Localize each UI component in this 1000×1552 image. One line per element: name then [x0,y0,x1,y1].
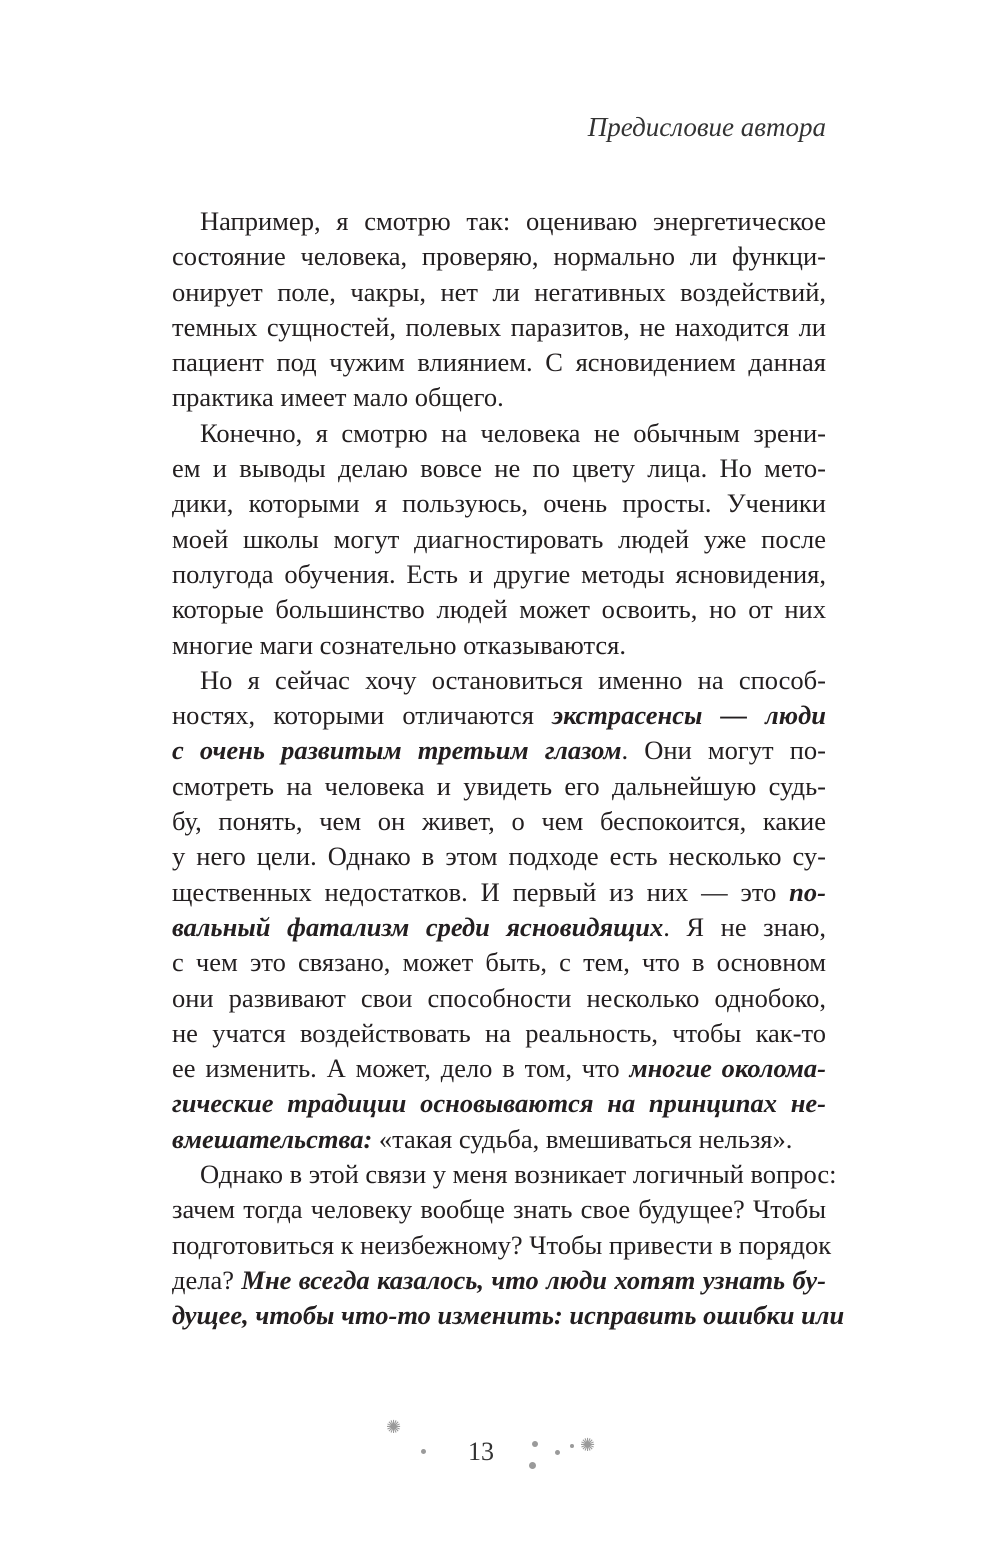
text-line [172,1263,826,1298]
text-line [172,769,826,804]
text-segment: онирует поле, чакры, нет ли негативных воздействий, [172,276,826,307]
text-line [172,910,826,945]
text-line [172,592,826,627]
text-segment: ее изменить. А может, дело в том, что [172,1053,630,1084]
text-line [172,981,826,1016]
text-segment: которые большинство людей может освоить, но от них [172,594,826,625]
dot-ornament-icon [421,1449,426,1454]
text-segment: Конечно, я смотрю на человека не обычным зрени- [200,417,826,448]
text-segment: . Они могут по- [621,735,827,766]
emphasis-text: Мне всегда казалось, что люди хотят узнать бу- [241,1264,827,1295]
text-line [172,1051,826,1086]
text-segment: Но я сейчас хочу остановиться именно на способ- [200,664,826,695]
text-line [172,1086,826,1121]
text-line [172,204,826,239]
emphasis-text: вмешательства: [172,1123,373,1154]
text-line [172,698,826,733]
text-segment: полугода обучения. Есть и другие методы ясновидения, [172,558,826,589]
emphasis-text: дущее, чтобы что-то изменить: исправить ошибки или [172,1300,845,1331]
text-segment: щественных недостатков. И первый из них — это [172,876,790,907]
text-segment: Однако в этой связи у меня возникает логичный вопрос: [200,1159,837,1190]
text-segment: смотреть на человека и увидеть его дальнейшую судь- [172,770,826,801]
text-line [172,875,826,910]
text-line [172,1157,837,1192]
text-segment: зачем тогда человеку вообще знать свое будущее? Чтобы [172,1194,826,1225]
text-line [172,310,826,345]
text-line [172,1192,826,1227]
page-number: 13 [468,1437,494,1466]
text-line [172,380,826,415]
text-line [172,239,826,274]
text-segment: ностях, которыми отличаются [172,700,553,731]
text-line [172,1016,826,1051]
text-segment: ем и выводы делаю вовсе не по цвету лица. Но мето- [172,453,826,484]
text-segment: моей школы могут диагностировать людей уже после [172,523,826,554]
text-segment: состояние человека, проверяю, нормально ли функци- [172,241,826,272]
emphasis-text: вальный фатализм среди ясновидящих [172,911,664,942]
text-line [172,451,826,486]
text-line [172,839,826,874]
text-line [172,945,826,980]
text-segment: не учатся воздействовать на реальность, чтобы как-то [172,1017,826,1048]
body-text [172,204,845,1334]
text-segment: многие маги сознательно отказываются. [172,629,626,660]
dot-ornament-icon [532,1441,538,1447]
dot-ornament-icon [570,1444,574,1448]
dot-ornament-icon [555,1450,560,1455]
text-line [172,1122,826,1157]
text-segment: с чем это связано, может быть, с тем, что в основном [172,947,826,978]
text-line [172,628,826,663]
text-segment: . Я не знаю, [663,911,826,942]
text-segment: подготовиться к неизбежному? Чтобы привести в порядок [172,1229,832,1260]
text-segment: «такая судьба, вмешиваться нельзя». [372,1123,793,1154]
text-line [172,522,826,557]
emphasis-text: по- [789,876,826,907]
text-segment: дела? [172,1264,242,1295]
text-segment: дики, которыми я пользуюсь, очень просты. Ученики [172,488,826,519]
emphasis-text: гические традиции основываются на принципах не- [172,1088,826,1119]
text-line [172,663,826,698]
star-ornament-icon: ✺ [580,1435,596,1455]
text-line [172,1298,845,1333]
text-segment: практика имеет мало общего. [172,382,504,413]
text-line [172,804,826,839]
text-segment: у него цели. Однако в этом подходе есть несколько су- [172,841,826,872]
text-segment: пациент под чужим влиянием. С ясновидением данная [172,347,826,378]
dot-ornament-icon [529,1462,536,1469]
text-line [172,486,826,521]
emphasis-text: экстрасенсы — люди [552,700,826,731]
text-line [172,345,826,380]
text-segment: они развивают свои способности несколько однобоко, [172,982,826,1013]
text-line [172,1228,832,1263]
text-segment: бу, понять, чем он живет, о чем беспокоится, какие [172,806,826,837]
running-head: Предисловие автора [587,112,826,142]
emphasis-text: многие околома- [629,1053,826,1084]
text-line [172,416,826,451]
text-line [172,275,826,310]
text-line [172,733,826,768]
emphasis-text: с очень развитым третьим глазом [172,735,622,766]
text-segment: темных сущностей, полевых паразитов, не находится ли [172,311,826,342]
text-line [172,557,826,592]
star-ornament-icon: ✺ [386,1417,402,1437]
text-segment: Например, я смотрю так: оцениваю энергетическое [200,206,826,236]
